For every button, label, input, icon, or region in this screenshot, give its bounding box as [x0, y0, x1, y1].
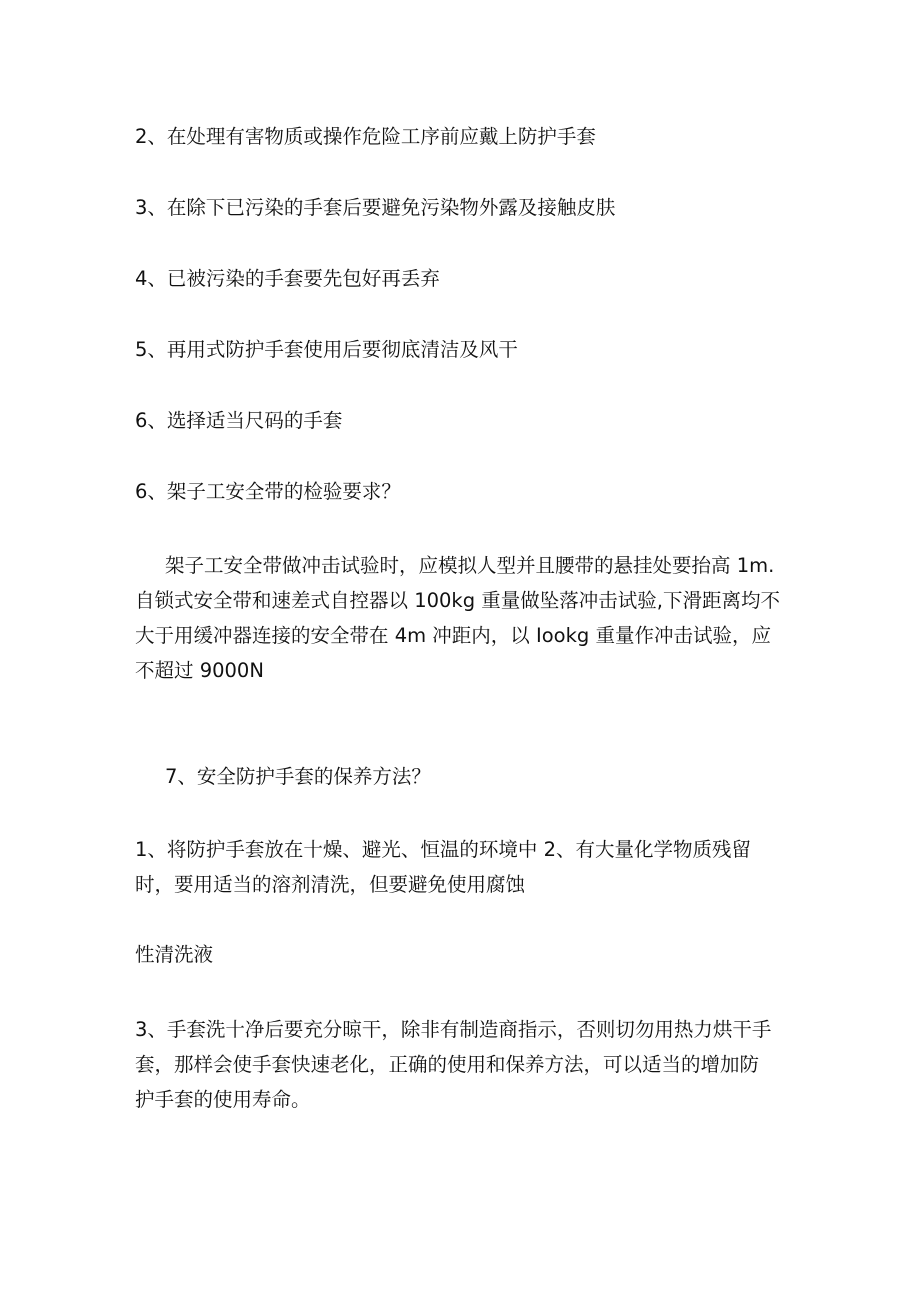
text-line-gloves-3: 3、在除下已污染的手套后要避免污染物外露及接触皮肤 — [135, 196, 616, 219]
text-line-gloves-5: 5、再用式防护手套使用后要彻底清洁及风干 — [135, 338, 518, 361]
question-heading-care: 7、安全防护手套的保养方法？ — [165, 765, 431, 788]
question-heading-belt: 6、架子工安全带的检验要求？ — [135, 480, 401, 503]
paragraph-line: 护手套的使用寿命。 — [135, 1088, 311, 1111]
paragraph-line: 不超过 9000N — [135, 659, 264, 682]
care-line-2: 性清洗液 — [135, 943, 214, 966]
paragraph-line: 3、手套洗十净后要充分晾干，除非有制造商指示，否则切勿用热力烘干手 — [135, 1018, 772, 1041]
paragraph-line: 大于用缓冲器连接的安全带在 4m 冲距内，以 Iookg 重量作冲击试验，应 — [135, 624, 771, 647]
paragraph-line: 1、将防护手套放在十燥、避光、恒温的环境中 2、有大量化学物质残留 — [135, 838, 752, 861]
care-paragraph-3 — [135, 1012, 795, 1117]
text-line-gloves-6: 6、选择适当尺码的手套 — [135, 409, 343, 432]
paragraph-line: 套，那样会使手套快速老化，正确的使用和保养方法，可以适当的增加防 — [135, 1053, 760, 1076]
paragraph-line: 架子工安全带做冲击试验时，应模拟人型并且腰带的悬挂处要抬高 1m. — [165, 554, 775, 577]
paragraph-line: 时，要用适当的溶剂清洗，但要避免使用腐蚀 — [135, 873, 526, 896]
belt-test-paragraph — [135, 548, 795, 688]
text-line-gloves-2: 2、在处理有害物质或操作危险工序前应戴上防护手套 — [135, 125, 596, 148]
care-paragraph-1 — [135, 832, 795, 902]
text-line-gloves-4: 4、已被污染的手套要先包好再丢弃 — [135, 267, 440, 290]
paragraph-line: 自锁式安全带和速差式自控器以 100kg 重量做坠落冲击试验,下滑距离均不 — [135, 589, 780, 612]
